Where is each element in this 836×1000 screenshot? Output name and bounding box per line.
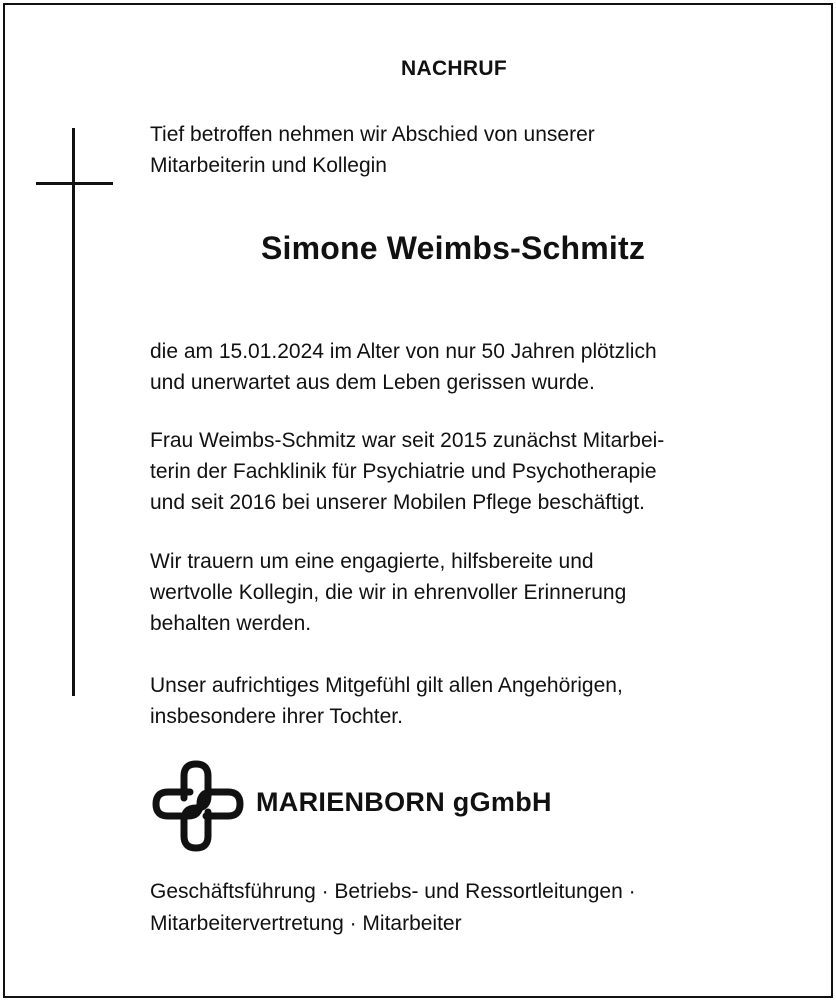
signatories-line-1: Geschäftsführung · Betriebs- und Ressortleitungen · [150, 880, 636, 903]
paragraph-line: und unerwartet aus dem Leben gerissen wurde. [150, 371, 595, 394]
paragraph-line: wertvolle Kollegin, die wir in ehrenvoller Erinnerung [150, 581, 627, 604]
paragraph-line: terin der Fachklinik für Psychiatrie und Psychotherapie [150, 460, 657, 483]
intro-text [150, 119, 790, 181]
paragraph-line: behalten werden. [150, 612, 312, 635]
page-title: NACHRUF [401, 57, 507, 80]
marienborn-logo-icon [150, 758, 244, 852]
paragraph-line: Unser aufrichtiges Mitgefühl gilt allen Angehörigen, [150, 674, 623, 697]
cross-horizontal-bar [36, 182, 113, 185]
paragraph-line: insbesondere ihrer Tochter. [150, 705, 403, 728]
deceased-name: Simone Weimbs-Schmitz [260, 230, 646, 266]
signatories-line-2: Mitarbeitervertretung · Mitarbeiter [150, 912, 462, 935]
paragraph-mourning [150, 546, 790, 639]
paragraph-line: Frau Weimbs-Schmitz war seit 2015 zunächst Mitarbei- [150, 429, 665, 452]
paragraph-line: die am 15.01.2024 im Alter von nur 50 Jahren plötzlich [150, 340, 657, 363]
intro-line-2: Mitarbeiterin und Kollegin [150, 154, 387, 177]
paragraph-employment [150, 425, 790, 518]
paragraph-death-notice [150, 336, 790, 398]
company-name: MARIENBORN gGmbH [256, 787, 552, 817]
paragraph-condolences [150, 670, 790, 732]
paragraph-line: Wir trauern um eine engagierte, hilfsbereite und [150, 550, 594, 573]
signatories [150, 876, 636, 940]
paragraph-line: und seit 2016 bei unserer Mobilen Pflege beschäftigt. [150, 491, 645, 514]
intro-line-1: Tief betroffen nehmen wir Abschied von unserer [150, 123, 595, 146]
cross-vertical-bar [72, 128, 75, 696]
